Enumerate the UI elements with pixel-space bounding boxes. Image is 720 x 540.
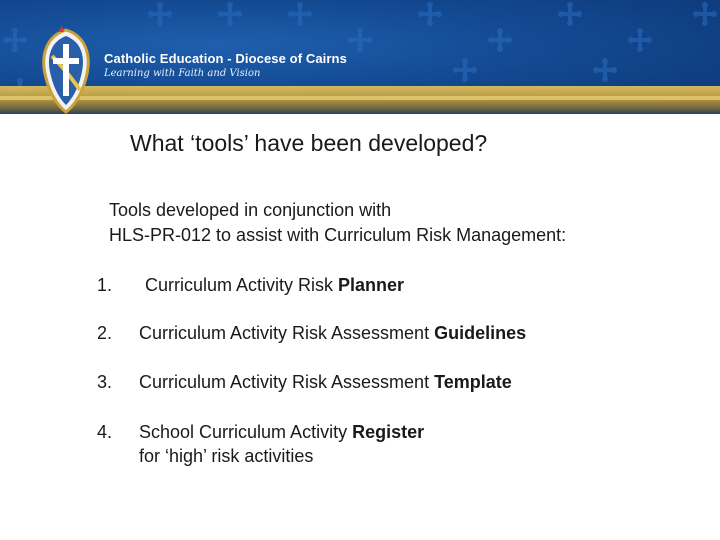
gold-band: [0, 86, 720, 114]
diocese-crest-logo-icon: [34, 26, 98, 114]
item-text: [139, 420, 424, 468]
item-text: [145, 273, 404, 297]
item-text-plain: School Curriculum Activity: [139, 422, 353, 442]
item-text-bold: Template: [434, 372, 512, 392]
item-text-bold: Planner: [338, 275, 405, 295]
item-text-continuation: for ‘high’ risk activities: [139, 446, 314, 466]
slide-title: What ‘tools’ have been developed?: [130, 130, 488, 156]
header-banner: [0, 0, 720, 114]
org-tagline: Learning with Faith and Vision: [104, 68, 261, 79]
item-text-plain: Curriculum Activity Risk: [145, 275, 339, 295]
item-text: [139, 321, 526, 345]
intro-line-1: Tools developed in conjunction with: [109, 200, 392, 220]
item-text-bold: Register: [352, 422, 425, 442]
item-number: 2.: [97, 323, 113, 343]
gold-highlight: [0, 96, 720, 100]
item-number: 3.: [97, 372, 113, 392]
item-text-plain: Curriculum Activity Risk Assessment: [139, 372, 435, 392]
item-number: 1.: [97, 275, 113, 295]
intro-line-2: HLS-PR-012 to assist with Curriculum Risk Management:: [109, 225, 567, 245]
item-text-plain: Curriculum Activity Risk Assessment: [139, 323, 435, 343]
intro-text: [109, 198, 566, 248]
item-text: [139, 370, 512, 394]
org-name: Catholic Education - Diocese of Cairns: [104, 51, 347, 66]
item-number: 4.: [97, 422, 113, 442]
item-text-bold: Guidelines: [434, 323, 527, 343]
